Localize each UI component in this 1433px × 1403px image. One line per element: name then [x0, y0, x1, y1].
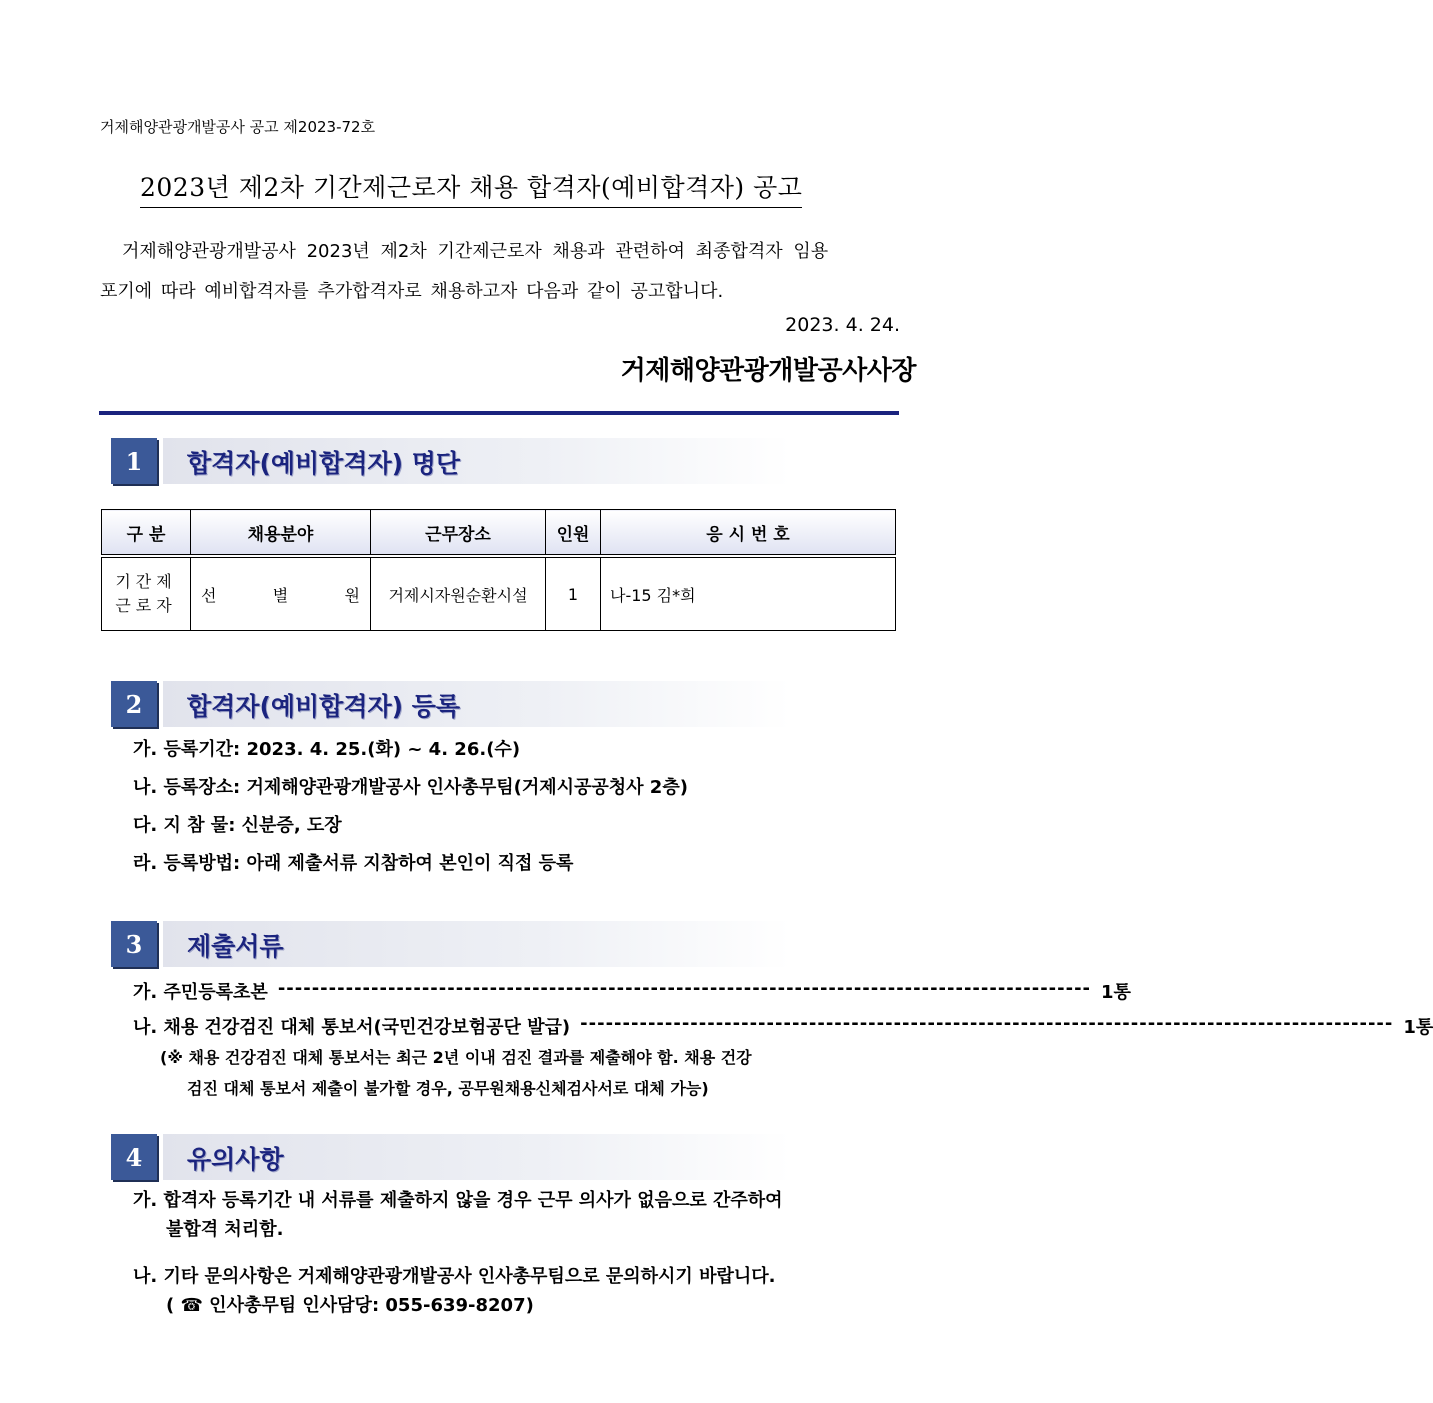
column-header-location: 근무장소 [371, 510, 546, 557]
issuer-signature: 거제해양관광개발공사사장 [620, 356, 916, 386]
section-title: 제출서류 [187, 932, 284, 961]
divider [99, 411, 899, 415]
column-header-type: 구 분 [102, 510, 191, 557]
note-line: (※ 채용 건강검진 대체 통보서는 최근 2년 이내 검진 결과를 제출해야 함. 채용 건강 [160, 1048, 752, 1067]
cell-field [191, 556, 371, 631]
registration-period: 가. 등록기간: 2023. 4. 25.(화) ~ 4. 26.(수) [133, 739, 521, 760]
section-number: 1 [111, 438, 157, 484]
roster-table [101, 509, 896, 631]
document-quantity: 1통 [1403, 1017, 1433, 1038]
section-title: 합격자(예비합격자) 명단 [187, 449, 461, 478]
leader-dashes: ------------------------------------------------------------------------------------------------ [580, 1013, 1394, 1034]
table-row [102, 556, 896, 631]
section-number: 4 [111, 1134, 157, 1180]
document-label: 나. 채용 건강검진 대체 통보서(국민건강보험공단 발급) [133, 1017, 571, 1038]
cell-type [102, 556, 191, 631]
section-number: 2 [111, 681, 157, 727]
section-header-4 [111, 1134, 791, 1180]
intro-paragraph [100, 232, 915, 312]
intro-line: 거제해양관광개발공사 2023년 제2차 기간제근로자 채용과 관련하여 최종합격자 임용 [122, 241, 829, 262]
caution-line: 가. 합격자 등록기간 내 서류를 제출하지 않을 경우 근무 의사가 없음으로 간주하여 [133, 1190, 783, 1211]
column-header-applicant-no: 응 시 번 호 [601, 510, 896, 557]
registration-items: 다. 지 참 물: 신분증, 도장 [133, 815, 342, 836]
section-title: 합격자(예비합격자) 등록 [187, 692, 461, 721]
caution-line: 불합격 처리함. [166, 1219, 284, 1240]
table-header-row [102, 510, 896, 557]
section-number: 3 [111, 921, 157, 967]
intro-line: 포기에 따라 예비합격자를 추가합격자로 채용하고자 다음과 같이 공고합니다. [100, 281, 724, 302]
registration-method: 라. 등록방법: 아래 제출서류 지참하여 본인이 직접 등록 [133, 853, 574, 874]
caution-line: 나. 기타 문의사항은 거제해양관광개발공사 인사총무팀으로 문의하시기 바랍니다. [133, 1266, 776, 1287]
page-title: 2023년 제2차 기간제근로자 채용 합격자(예비합격자) 공고 [140, 168, 802, 208]
section-header-1 [111, 438, 791, 484]
document-label: 가. 주민등록초본 [133, 982, 268, 1003]
field-char: 원 [344, 585, 360, 605]
leader-dashes: ------------------------------------------------------------------------------------------------ [277, 978, 1092, 999]
caution-item [133, 1186, 917, 1244]
section-title: 유의사항 [187, 1145, 284, 1174]
cell-type-line: 기간제 [115, 572, 177, 591]
document-item [133, 978, 1131, 1004]
cell-location: 거제시자원순환시설 [371, 556, 546, 631]
caution-item [133, 1262, 917, 1320]
field-char: 선 [201, 585, 217, 605]
contact-line: ( ☎ 인사총무팀 인사담당: 055-639-8207) [166, 1295, 534, 1316]
documents-note [160, 1042, 916, 1104]
notice-date: 2023. 4. 24. [785, 314, 900, 336]
cell-applicant-no: 나-15 김*희 [601, 556, 896, 631]
document-quantity: 1통 [1101, 982, 1131, 1003]
column-header-field: 채용분야 [191, 510, 371, 557]
section-header-2 [111, 681, 791, 727]
cell-count: 1 [546, 556, 601, 631]
field-char: 별 [272, 585, 289, 605]
notice-number: 거제해양관광개발공사 공고 제2023-72호 [100, 118, 376, 136]
section-header-3 [111, 921, 791, 967]
document-item [133, 1013, 1433, 1039]
column-header-count: 인원 [546, 510, 601, 557]
note-line: 검진 대체 통보서 제출이 불가할 경우, 공무원채용신체검사서로 대체 가능) [187, 1079, 709, 1098]
registration-place: 나. 등록장소: 거제해양관광개발공사 인사총무팀(거제시공공청사 2층) [133, 777, 688, 798]
cell-type-line: 근로자 [115, 596, 177, 615]
